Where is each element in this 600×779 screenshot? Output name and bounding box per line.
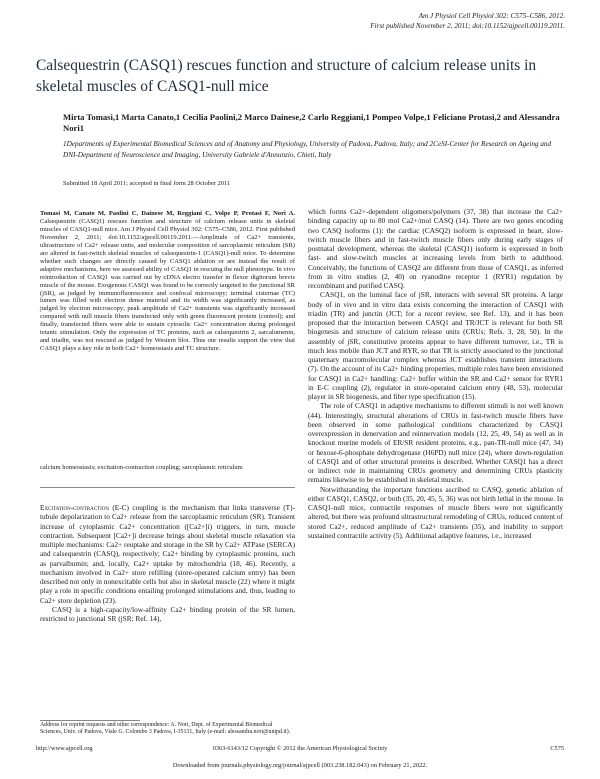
- paragraph: The role of CASQ1 in adaptive mechanisms to different stimuli is not well known (44). Interestingly, structural alterations of CRUs in fast-twitch muscle fibers have been observed in some pathological conditions characterized by CASQ1 overexpression in denervation and reinnervation models (12, 25, 49, 54) as well as in knockout murine models of ER/SR resident proteins, e.g., pan-TR-null mice (47, 34) or hexose-6-phosphate dehydrogenase (H6PD) null mice (24), where down-regulation of CASQ1 and of other structural proteins is described. Whether CASQ1 has a direct or indirect role in maintaining CRUs geometry and determining CRUs plasticity remains likewise to be established in skeletal muscle.: [308, 401, 563, 485]
- abstract-text: Calsequestrin (CASQ1) rescues function and structure of calcium release units in skeletal muscles of CASQ1-null mice. Am J Physiol Cell Physiol 302: C575–C586, 2012. First published November 2, 2011; doi:10.1152/ajpcell.00119.2011.—Amplitude of Ca2+ transients, ultrastructure of Ca2+ release units, and molecular composition of sarcoplasmic reticulum (SR) are altered in fast-twitch skeletal muscles of calsequestrin-1 (CASQ1)-null mice. To determine whether such changes are directly caused by CASQ1 ablation or are instead the result of adaptive mechanisms, here we assessed ability of CASQ1 in rescuing the null phenotype. In vivo reintroduction of CASQ1 was carried out by cDNA electro transfer in flexor digitorum brevis muscle of the mouse. Exogenous CASQ1 was found to be correctly targeted to the junctional SR (jSR), as judged by immunofluorescence and confocal microscopy; terminal cisternae (TC) lumen was filled with electron dense material and its width was significantly increased, as judged by electron microscopy; peak amplitude of Ca2+ transients was significantly increased compared with null muscle fibers transfected only with green fluorescent protein (control); and finally, transfected fibers were able to sustain cytosolic Ca2+ concentration during prolonged tetanic stimulation. Only the expression of TC proteins, such as calsequestrin 2, sarcalumenin, and triadin, was not rescued as judged by Western blot. Thus our results support the view that CASQ1 plays a key role in both Ca2+ homeostasis and TC structure.: [40, 217, 295, 353]
- footnote-divider: [40, 720, 140, 721]
- keywords: calcium homeostasis; excitation-contraction coupling; sarcoplasmic reticulum: [40, 464, 243, 471]
- running-head-doi: First published November 2, 2011; doi:10.1152/ajpcell.00119.2011.: [370, 21, 565, 30]
- download-notice: Downloaded from journals.physiology.org/journal/ajpcell (003.238.182.043) on February 21, 2022.: [172, 762, 428, 769]
- paragraph: Notwithstanding the important functions ascribed to CASQ, genetic ablation of either CASQ1, CASQ2, or both (35, 20, 45, 5, 36) was not birth lethal in the mouse. In CASQ1-null mice, contractile responses of muscle fibers were not significantly altered, but there was profound ultrastructural remodeling of CRUs, reduced content of stored Ca2+, reduced amplitude of Ca2+ transients (35), and inability to support sustained contractile activity (5). Additional adaptive features, i.e., increased: [308, 484, 563, 540]
- article-title: Calsequestrin (CASQ1) rescues function and structure of calcium release units in skeletal muscles of CASQ1-null mice: [36, 57, 537, 95]
- running-head: [370, 12, 565, 31]
- running-head-journal: Am J Physiol Cell Physiol 302: C575–C586, 2012.: [418, 12, 565, 20]
- right-column-body: [308, 207, 563, 540]
- page-number: C575: [550, 745, 564, 752]
- abstract-citation-authors: Tomasi M, Canato M, Paolini C, Dainese M, Reggiani C, Volpe P, Protasi F, Nori A.: [40, 210, 295, 217]
- correspondence-footnote: Address for reprint requests and other correspondence: A. Nori, Dept. of Experimental Biomedical Sciences, Univ. of Padova, Viale G. Colombo 3 Padova, I-35131, Italy (e-mail: alessandra.nori@unipd.it).: [40, 722, 291, 736]
- paragraph: [40, 503, 295, 605]
- paragraph-text: (E-C) coupling is the mechanism that links transverse (T)-tubule depolarization to Ca2+ release from the sarcoplasmic reticulum (SR). Transient increase of cytoplasmic Ca2+ concentration ([Ca2+]i) triggers, in turn, muscle contraction. Subsequent [Ca2+]i decrease brings about skeletal muscle relaxation via multiple mechanisms: Ca2+ reuptake and storage in the SR by Ca2+ ATPase (SERCA) and calsequestrin (CASQ), respectively; Ca2+ binding by cytoplasmic proteins, such as parvalbumin; and, locally, Ca2+ uptake by mitochondria (18, 46). Recently, a mechanism involved in Ca2+ store refilling (store-operated calcium entry) has been described not only in nonexcitable cells but also in skeletal muscle (22) where it might play a role in specific conditions entailing prolonged stimulations and, thus, leading to Ca2+ store depletion (23).: [40, 503, 295, 605]
- paragraph: CASQ1, on the luminal face of jSR, interacts with several SR proteins. A large body of in vivo and in vitro data exists concerning the interaction of CASQ1 with triadin (TR) and junctin (JCT; for a recent review, see Ref. 13), and it has been proposed that the interaction between CASQ1 and TR/JCT is relevant for both SR biogenesis and structure of calcium release units (CRUs; Refs. 3, 28, 50). In the assembly of jSR, constitutive proteins appear to have different turnover, i.e., TR is much less mobile than JCT and RYR, so that TR is strictly associated to the junctional quaternary macromolecular complex whereas JCT establishes transient interactions (7). On the account of its Ca2+ binding properties, multiple roles have been envisioned for CASQ1 in Ca2+ handling: Ca2+ buffer within the SR and Ca2+ sensor for RYR1 in E-C coupling (2), regulator in store-operated calcium entry (48, 53), molecular player in SR biogenesis, and fiber type specification (15).: [308, 290, 563, 401]
- affiliations: 1Departments of Experimental Biomedical Sciences and of Anatomy and Physiology, University of Padova, Padova, Italy; and 2CeSI-Center for Research on Ageing and DNI-Department of Neuroscience and Imaging, University Gabriele d'Annunzio, Chieti, Italy: [63, 140, 552, 159]
- copyright-line: 0363-6143/12 Copyright © 2012 the American Physiological Society: [212, 745, 388, 752]
- section-lead: Excitation-contraction: [40, 503, 109, 512]
- left-column-body: [40, 503, 295, 623]
- abstract: [40, 210, 295, 353]
- paragraph: CASQ is a high-capacity/low-affinity Ca2+ binding protein of the SR lumen, restricted to junctional SR (jSR; Ref. 14),: [40, 604, 295, 623]
- journal-url-link[interactable]: http://www.ajpcell.org: [36, 745, 93, 752]
- paragraph: which forms Ca2+-dependent oligomers/polymers (37, 38) that increase the Ca2+ binding capacity up to 80 mol Ca2+/mol CASQ (14). There are two genes encoding two CASQ isoforms (1): the cardiac (CASQ2) isoform is expressed in heart, slow-twitch muscle fibers and in fast-twitch muscle fibers only during early stages of postnatal development, whereas the skeletal (CASQ1) isoform is expressed in both fast- and slow-twitch muscles at increasing levels from birth to adulthood. Conceivably, the functions of CASQ2 are different from those of CASQ1, as inferred from in vitro studies (2, 40) on ryanodine receptor 1 (RYR1) regulation by recombinant and purified CASQ.: [308, 207, 563, 290]
- divider: [40, 487, 295, 488]
- submission-dates: Submitted 18 April 2011; accepted in final form 28 October 2011: [63, 180, 231, 187]
- author-list: Mirta Tomasi,1 Marta Canato,1 Cecilia Paolini,2 Marco Dainese,2 Carlo Reggiani,1 Pompeo Volpe,1 Feliciano Protasi,2 and Alessandra Nori1: [63, 112, 560, 134]
